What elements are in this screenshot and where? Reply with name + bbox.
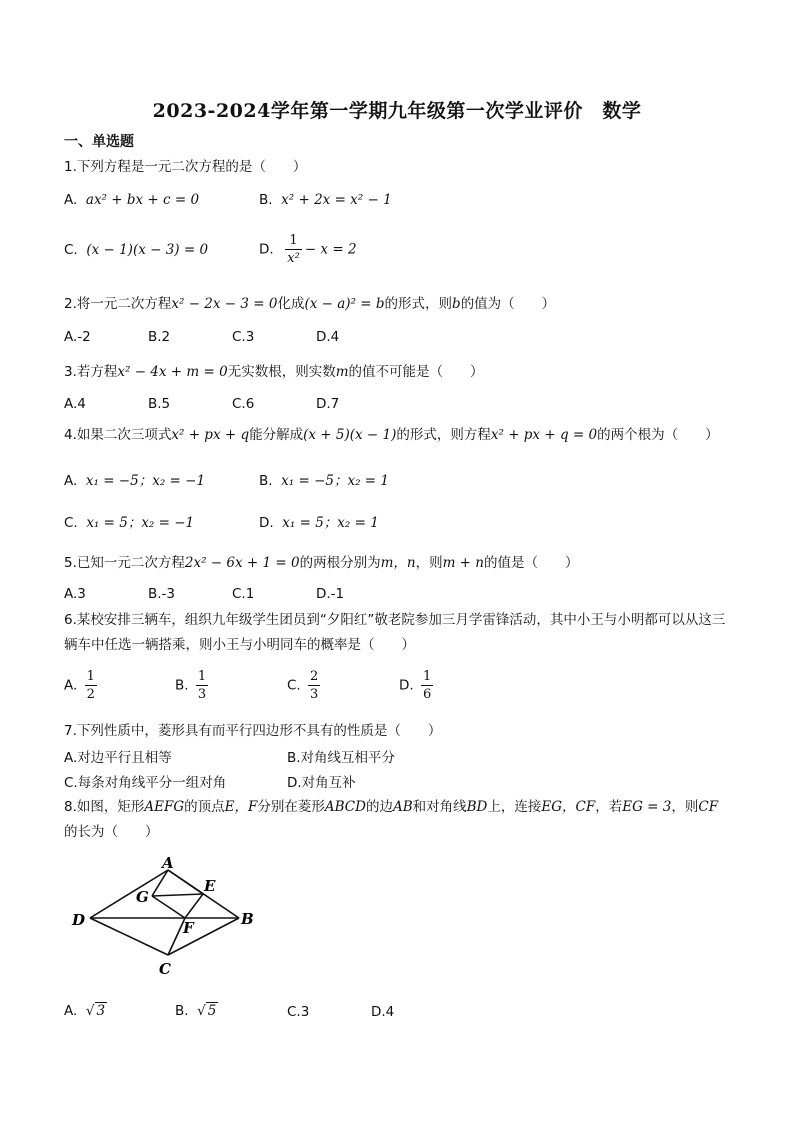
q3-option-c[interactable]: C.6	[232, 396, 255, 412]
q1-option-b[interactable]: B. x² + 2x = x² − 1	[259, 192, 392, 208]
question-5-stem: 5.已知一元二次方程2x² − 6x + 1 = 0的两根分别为m，n，则m + n的值是（ ）	[64, 555, 579, 571]
label-g: G	[136, 888, 149, 906]
q2-option-c[interactable]: C.3	[232, 329, 255, 345]
q3-option-a[interactable]: A.4	[64, 396, 86, 412]
section-heading: 一、单选题	[64, 134, 134, 150]
q6-option-a[interactable]: A. $\frac{1}{2}$	[64, 669, 95, 702]
q1-option-c-expr: (x − 1)(x − 3) = 0	[86, 242, 209, 258]
q2-option-d[interactable]: D.4	[316, 329, 340, 345]
rect-side-ef	[185, 894, 203, 918]
q6-option-b[interactable]: B. $\frac{1}{3}$	[175, 669, 207, 702]
q5-option-d[interactable]: D.-1	[316, 586, 345, 602]
q5-option-c[interactable]: C.1	[232, 586, 255, 602]
label-a: A	[162, 855, 174, 872]
sqrt-icon: √ 5	[197, 1003, 217, 1019]
q1-option-d[interactable]: D. $\frac{1}{\text{x²}}$ − x = 2	[259, 233, 357, 266]
exam-title: 2023-2024学年第一学期九年级第一次学业评价 数学	[152, 100, 642, 122]
question-1-stem: 1.下列方程是一元二次方程的是（ ）	[64, 159, 307, 175]
q1-option-a[interactable]: A. ax² + bx + c = 0	[64, 192, 200, 208]
q2-option-a[interactable]: A.-2	[64, 329, 91, 345]
question-7-stem: 7.下列性质中，菱形具有而平行四边形不具有的性质是（ ）	[64, 723, 442, 739]
q7-option-a[interactable]: A.对边平行且相等	[64, 750, 172, 766]
q4-option-d[interactable]: D. x₁ = 5；x₂ = 1	[259, 515, 379, 531]
rect-side-ga	[152, 870, 168, 896]
q6-option-d[interactable]: D. $\frac{1}{6}$	[399, 669, 432, 702]
label-b: B	[241, 910, 254, 928]
q1-option-d-fraction: $\frac{1}{\text{x²}}$	[287, 233, 300, 266]
q6-option-c[interactable]: C. $\frac{2}{3}$	[287, 669, 319, 702]
rect-side-fg	[152, 896, 185, 918]
question-6-stem: 6.某校安排三辆车，组织九年级学生团员到“夕阳红”敬老院参加三月学雷锋活动，其中小王与小明都可以从这三辆车中任选一辆搭乘，则小王与小明同车的概率是（ ）	[64, 612, 726, 653]
q8-option-d[interactable]: D.4	[371, 1004, 395, 1020]
q7-option-c[interactable]: C.每条对角线平分一组对角	[64, 775, 227, 791]
rect-side-ae	[168, 870, 203, 894]
q8-option-b[interactable]: B. √ 5	[175, 1003, 217, 1019]
rhombus-side-bc	[168, 918, 239, 955]
q5-option-b[interactable]: B.-3	[148, 586, 176, 602]
rhombus-side-da	[90, 870, 168, 918]
q8-option-c[interactable]: C.3	[287, 1004, 310, 1020]
q7-option-d[interactable]: D.对角互补	[287, 775, 356, 791]
q5-option-a[interactable]: A.3	[64, 586, 86, 602]
q1-option-b-expr: x² + 2x = x² − 1	[281, 192, 392, 208]
q1-option-c[interactable]: C. (x − 1)(x − 3) = 0	[64, 242, 209, 258]
q4-option-c[interactable]: C. x₁ = 5；x₂ = −1	[64, 515, 195, 531]
q8-figure	[64, 855, 274, 980]
segment-eg	[152, 894, 203, 896]
question-3-stem: 3.若方程x² − 4x + m = 0无实数根，则实数m的值不可能是（ ）	[64, 364, 484, 380]
label-c: C	[159, 960, 171, 978]
question-8-stem: 8.如图，矩形AEFG的顶点E，F分别在菱形ABCD的边AB和对角线BD上，连接EG，CF，若EG = 3，则CF的长为（ ）	[64, 799, 719, 840]
q3-option-d[interactable]: D.7	[316, 396, 340, 412]
label-d: D	[72, 911, 86, 929]
q8-option-a[interactable]: A. √ 3	[64, 1003, 106, 1019]
label-f: F	[183, 919, 194, 937]
question-2-stem: 2.将一元二次方程x² − 2x − 3 = 0化成(x − a)² = b的形式，则b的值为（ ）	[64, 296, 556, 312]
q3-option-b[interactable]: B.5	[148, 396, 171, 412]
label-e: E	[204, 877, 216, 895]
q7-option-b[interactable]: B.对角线互相平分	[287, 750, 396, 766]
q1-option-a-expr: ax² + bx + c = 0	[85, 192, 200, 208]
q4-option-a[interactable]: A. x₁ = −5；x₂ = −1	[64, 473, 206, 489]
rhombus-side-cd	[90, 918, 168, 955]
q2-option-b[interactable]: B.2	[148, 329, 171, 345]
question-4-stem: 4.如果二次三项式x² + px + q能分解成(x + 5)(x − 1)的形式，则方程x² + px + q = 0的两个根为（ ）	[64, 427, 719, 443]
sqrt-icon: √ 3	[85, 1003, 106, 1019]
q4-option-b[interactable]: B. x₁ = −5；x₂ = 1	[259, 473, 389, 489]
